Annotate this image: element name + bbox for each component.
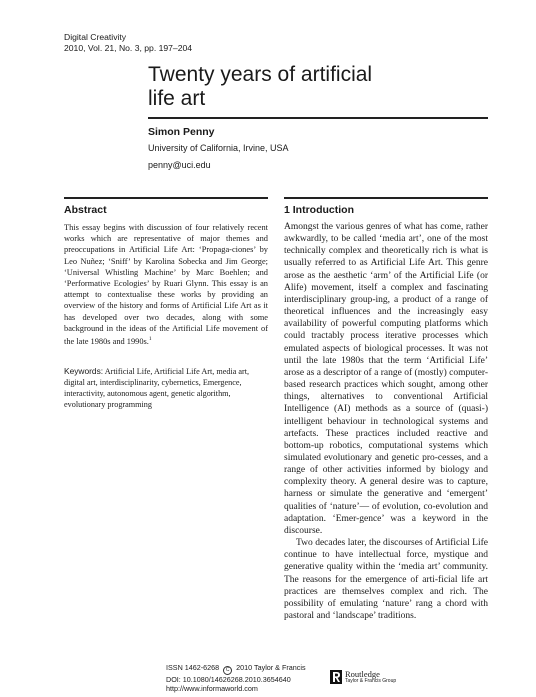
footer bbox=[166, 663, 306, 694]
journal-header bbox=[64, 32, 192, 54]
keywords-list: Artificial Life, Artificial Life Art, media art, digital art, interdisciplinarity, cybernetics, Emergence, interactivity, autonomous agent, genetic algorithm, evolutionary programming bbox=[64, 367, 250, 409]
publisher-subtitle: Taylor & Francis Group bbox=[345, 678, 397, 684]
journal-name: Digital Creativity bbox=[64, 32, 127, 42]
title-rule bbox=[148, 117, 488, 119]
abstract-body: This essay begins with discussion of four relatively recent works which are representative of major themes and preoccupations in Artificial Life Art: ‘Propaga-ciones’ by Leo Nuñez; ‘Sniff’ by Karolina Sobecka and Jim George; ‘Universal Whistling Machine’ by Marc Boehlen; and ‘Performative Ecologies’ by Ruari Glynn. This essay is an attempt to contextualise these works by providing an overview of the history and forms of Artificial Life Art as it has developed over two decades, along with some background in the ideas of the Artificial Life movement of the late 1980s and 1990s. bbox=[64, 223, 268, 346]
title-line-2: life art bbox=[148, 87, 206, 110]
author-affiliation: University of California, Irvine, USA bbox=[148, 143, 289, 153]
copyright: 2010 Taylor & Francis bbox=[236, 663, 306, 672]
issn: ISSN 1462-6268 bbox=[166, 663, 220, 672]
abstract-rule bbox=[64, 197, 268, 199]
copyright-icon: C bbox=[223, 666, 232, 675]
keywords bbox=[64, 366, 268, 410]
publisher-label: Routledge bbox=[345, 669, 380, 679]
footer-issn-line bbox=[166, 663, 306, 675]
publisher-url[interactable]: http://www.informaworld.com bbox=[166, 684, 258, 694]
article-title bbox=[148, 63, 488, 111]
author-email[interactable]: penny@uci.edu bbox=[148, 160, 211, 170]
doi[interactable]: DOI: 10.1080/14626268.2010.3654640 bbox=[166, 675, 291, 684]
abstract-text bbox=[64, 222, 268, 347]
introduction-rule bbox=[284, 197, 488, 199]
routledge-logo bbox=[330, 670, 396, 684]
introduction-body bbox=[284, 221, 488, 622]
keywords-label: Keywords: bbox=[64, 366, 104, 376]
introduction-heading: 1 Introduction bbox=[284, 204, 354, 216]
publisher-name bbox=[345, 670, 396, 684]
title-line-1: Twenty years of artificial bbox=[148, 63, 373, 86]
intro-paragraph-1: Amongst the various genres of what has come, rather awkwardly, to be called ‘media art’, one of the most technically complex and theoretically rich is what is usually referred to as Artificial Life Art. This genre arose as the aesthetic ‘arm’ of the Artificial Life (or Alife) movement, itself a complex and fascinating interdisciplinary group-ing, a product of a range of theoretical influences and the increasingly easy availability of powerful computing platforms which could tractably process iterative processes which emulated aspects of biological processes. It was not until the late 1980s that the term ‘Artificial Life’ arose as a descriptor of a range of (mostly) computer-based research practices which sought, among other things, alternatives to conventional Artificial Intelligence (AI) methods as a source of (quasi-) intelligent behaviour in technological systems and artefacts. These practices included reactive and bottom-up robotics, computational systems which simulated evolutionary and genetic pro-cesses, and a range of other activities informed by biology and complexity theory. A general desire was to capture, harness or simulate the generative and ‘emergent’ qualities of ‘nature’— of evolution, co-evolution and adaptation. ‘Emer-gence’ was a keyword in the discourse. bbox=[284, 222, 488, 536]
journal-citation: 2010, Vol. 21, No. 3, pp. 197–204 bbox=[64, 43, 193, 53]
footnote-marker[interactable]: 1 bbox=[148, 336, 152, 343]
abstract-heading: Abstract bbox=[64, 204, 107, 216]
routledge-r-icon bbox=[330, 670, 342, 684]
author-name: Simon Penny bbox=[148, 126, 215, 138]
intro-paragraph-2: Two decades later, the discourses of Artificial Life continue to have intellectual force, mystique and generative quality within the ‘media art’ community. The reasons for the emergence of arti-ficial life art practices are themselves complex and rich. The possibility of emulating ‘nature’ rang a chord with pastoral and ‘landscape’ traditions. bbox=[284, 538, 488, 621]
